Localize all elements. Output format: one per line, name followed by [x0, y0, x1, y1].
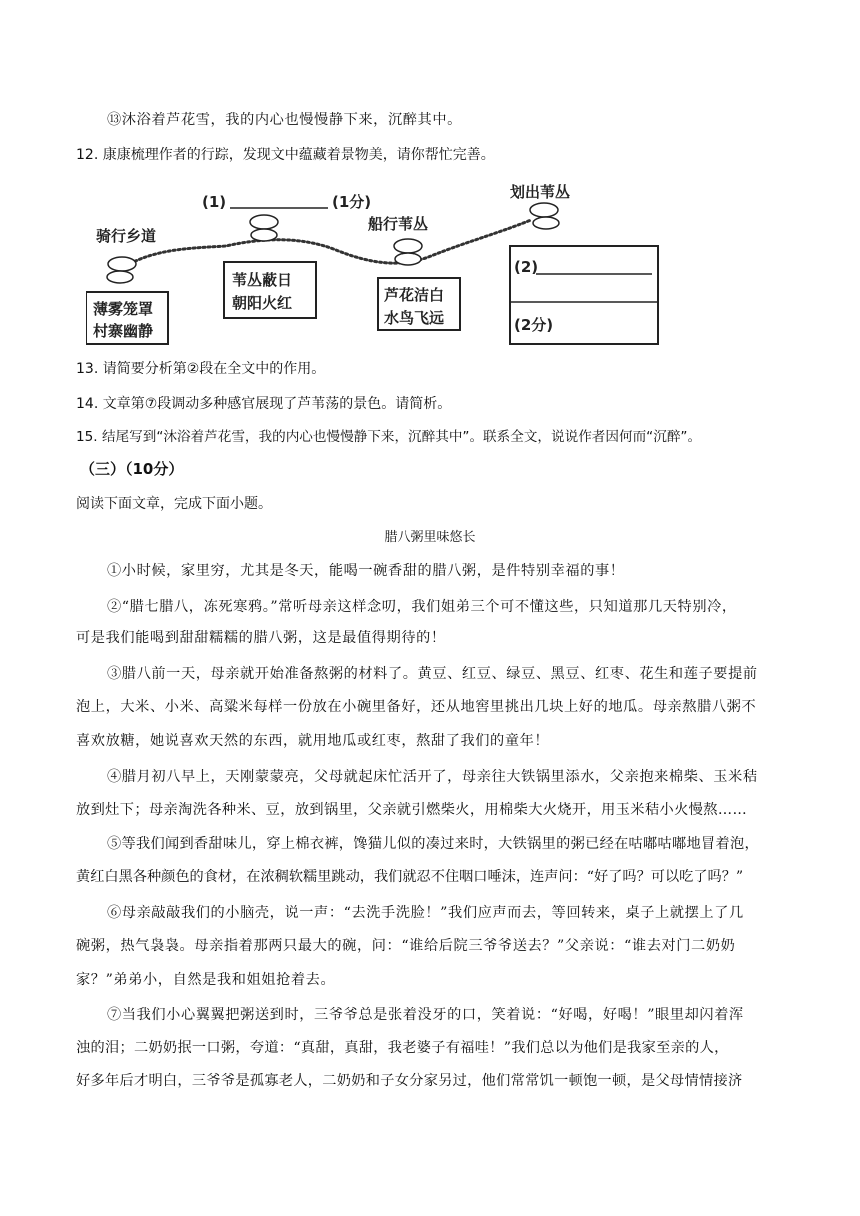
- box3-line1: 芦花洁白: [384, 286, 445, 304]
- traveler-icon-3: [394, 239, 422, 265]
- para-2-line-1: ②“腊七腊八，冻死寒鸦。”常听母亲这样念叨，我们姐弟三个可不懂这些，只知道那几天特别冷，: [107, 599, 737, 615]
- box1-line2: 村寨幽静: [93, 322, 154, 340]
- para-7-line-1: ⑦当我们小心翼翼把粥送到时，三爷爷总是张着没牙的口，笑着说：“好喝，好喝！”眼里却闪着浑: [107, 1007, 744, 1023]
- itinerary-diagram: [86, 178, 670, 346]
- instruction: 阅读下面文章，完成下面小题。: [76, 496, 272, 512]
- box2-line2: 朝阳火红: [232, 294, 293, 312]
- para-5-line-2: 黄红白黑各种颜色的食材，在浓稠软糯里跳动，我们就忍不住咽口唾沫，连声问：“好了吗？可以吃了吗？”: [76, 869, 744, 885]
- section-3-heading: （三）（10分）: [80, 460, 184, 478]
- question-13: 13. 请简要分析第②段在全文中的作用。: [76, 361, 326, 377]
- para-6-line-2: 碗粥，热气袅袅。母亲指着那两只最大的碗，问：“谁给后院三爷爷送去？”父亲说：“谁去对门二奶奶: [76, 938, 736, 954]
- blank1-label: (1): [202, 193, 227, 211]
- para-2-line-2: 可是我们能喝到甜甜糯糯的腊八粥，这是最值得期待的！: [76, 630, 446, 646]
- para-3-line-2: 泡上，大米、小米、高粱米每样一份放在小碗里备好，还从地窖里挑出几块上好的地瓜。母亲熬腊八粥不: [76, 699, 757, 715]
- para-5-line-1: ⑤等我们闻到香甜味儿，穿上棉衣裤，馋猫儿似的凑过来时，大铁锅里的粥已经在咕嘟咕嘟地冒着泡，: [107, 836, 759, 852]
- blank2-score: (2分): [514, 316, 554, 334]
- para-6-line-1: ⑥母亲敲敲我们的小脑壳，说一声：“去洗手洗脸！”我们应声而去，等回转来，桌子上就摆上了几: [107, 905, 744, 921]
- para-6-line-3: 家？”弟弟小，自然是我和姐姐抢着去。: [76, 972, 336, 988]
- traveler-icon-2: [250, 215, 278, 241]
- para-3-line-1: ③腊八前一天，母亲就开始准备熬粥的材料了。黄豆、红豆、绿豆、黑豆、红枣、花生和莲子要提前: [107, 666, 758, 682]
- para-3-line-3: 喜欢放糖，她说喜欢天然的东西，就用地瓜或红枣，熬甜了我们的童年！: [76, 733, 550, 749]
- box1-line1: 薄雾笼罩: [93, 300, 154, 318]
- para-7-line-3: 好多年后才明白，三爷爷是孤寡老人，二奶奶和子女分家另过，他们常常饥一顿饱一顿，是父母情情接济: [76, 1073, 743, 1089]
- article-title: 腊八粥里味悠长: [384, 530, 476, 545]
- route-path: [126, 220, 531, 266]
- blank2-label: (2): [514, 258, 539, 276]
- question-15: 15. 结尾写到“沐浴着芦花雪，我的内心也慢慢静下来，沉醉其中”。联系全文，说说作者因何而“沉醉”。: [76, 429, 702, 445]
- para-4-line-1: ④腊月初八早上，天刚蒙蒙亮，父母就起床忙活开了，母亲往大铁锅里添水，父亲抱来棉柴、玉米秸: [107, 769, 758, 785]
- box3-line2: 水鸟飞远: [384, 309, 445, 327]
- traveler-icon-4: [530, 203, 559, 229]
- question-12: 12. 康康梳理作者的行踪，发现文中蕴藏着景物美，请你帮忙完善。: [76, 147, 495, 163]
- box2-line1: 苇丛蔽日: [232, 271, 293, 289]
- stop-label-3: 划出苇丛: [510, 183, 571, 201]
- para-4-line-2: 放到灶下；母亲淘洗各种米、豆，放到锅里，父亲就引燃柴火，用棉柴大火烧开，用玉米秸小火慢熬……: [76, 802, 748, 818]
- para-1: ①小时候，家里穷，尤其是冬天，能喝一碗香甜的腊八粥，是件特别幸福的事！: [107, 563, 625, 579]
- question-14: 14. 文章第⑦段调动多种感官展现了芦苇荡的景色。请简析。: [76, 396, 452, 412]
- para-7-line-2: 浊的泪；二奶奶抿一口粥，夸道：“真甜，真甜，我老婆子有福哇！”我们总以为他们是我家至亲的人，: [76, 1040, 729, 1056]
- traveler-icon-1: [107, 257, 136, 283]
- line-p13: ⑬沐浴着芦花雪，我的内心也慢慢静下来，沉醉其中。: [107, 112, 462, 128]
- stop-label-2: 船行苇丛: [368, 215, 429, 233]
- blank1-score: (1分): [332, 193, 372, 211]
- stop-label-1: 骑行乡道: [96, 227, 157, 245]
